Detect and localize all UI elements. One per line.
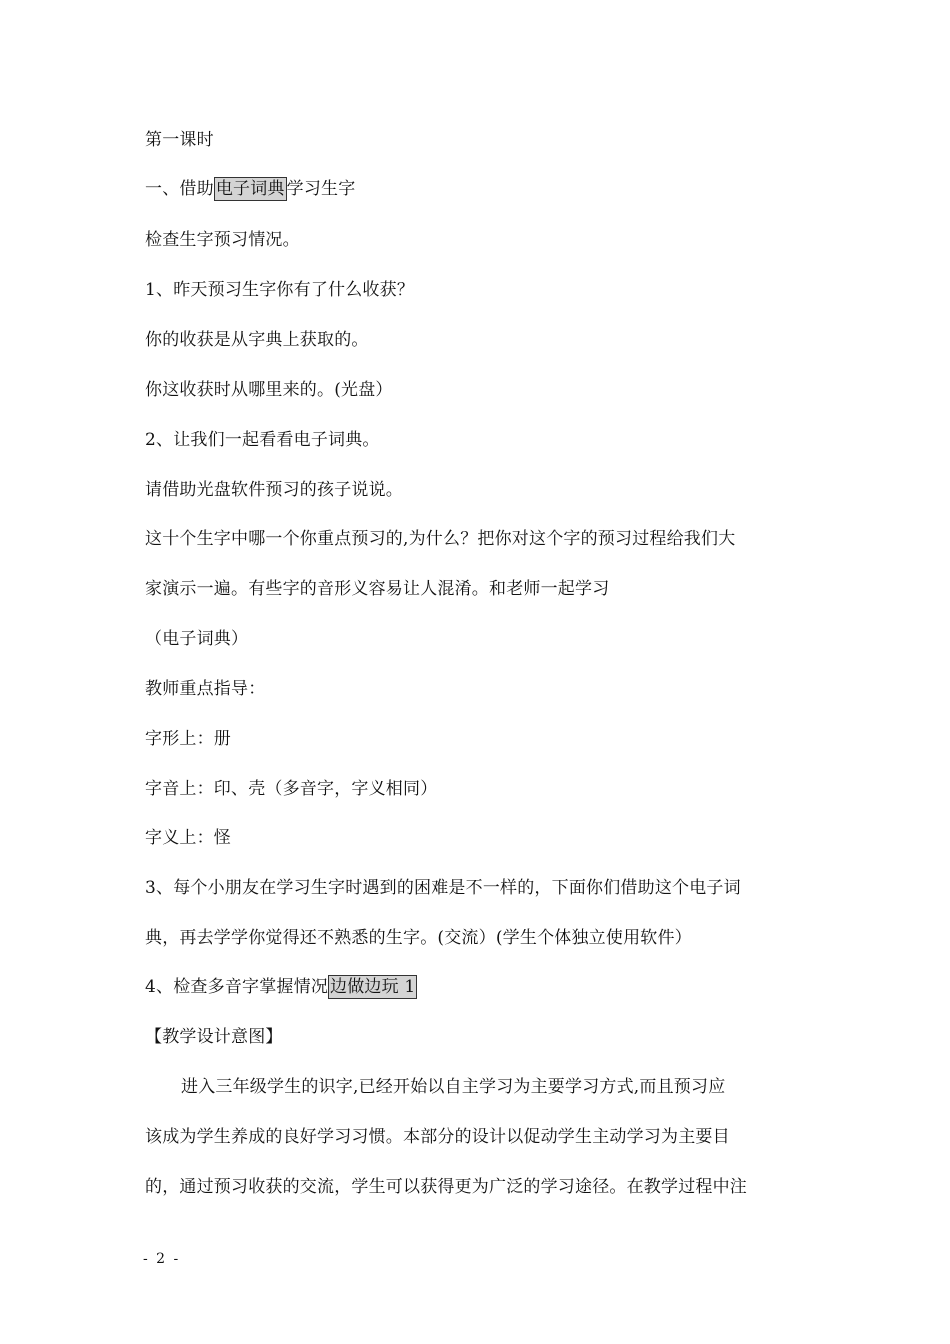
paragraph-line (145, 975, 820, 999)
paragraph-line: 3、每个小朋友在学习生字时遇到的困难是不一样的，下面你们借助这个电子词 (145, 878, 741, 898)
e-dictionary-field[interactable]: 电子词典 (215, 179, 285, 199)
paragraph-line: 进入三年级学生的识字,已经开始以自主学习为主要学习方式,而且预习应 (181, 1077, 726, 1097)
paragraph-line: 字音上：印、壳（多音字，字义相同） (145, 779, 438, 799)
lesson-heading: 第一课时 (145, 130, 214, 150)
paragraph-line: （电子词典） (145, 629, 249, 649)
design-intent-heading: 【教学设计意图】 (145, 1027, 283, 1047)
text-segment: 一、借助 (145, 179, 214, 199)
paragraph-line: 1、昨天预习生字你有了什么收获？ (145, 280, 415, 300)
paragraph-line: 2、让我们一起看看电子词典。 (145, 430, 380, 450)
paragraph-line: 这十个生字中哪一个你重点预习的,为什么？把你对这个字的预习过程给我们大 (145, 529, 736, 549)
play-while-doing-field[interactable]: 边做边玩 1 (330, 977, 416, 997)
paragraph-line: 的，通过预习收获的交流，学生可以获得更为广泛的学习途径。在教学过程中注 (145, 1177, 747, 1197)
paragraph-line: 教师重点指导： (145, 679, 266, 699)
paragraph-line: 该成为学生养成的良好学习习惯。本部分的设计以促动学生主动学习为主要目 (145, 1127, 730, 1147)
page-number: - 2 - (143, 1251, 181, 1267)
text-segment: 学习生字 (286, 179, 356, 199)
paragraph-line: 你的收获是从字典上获取的。 (145, 330, 369, 350)
paragraph-line: 字义上：怪 (145, 828, 231, 848)
paragraph-line: 家演示一遍。有些字的音形义容易让人混淆。和老师一起学习 (145, 579, 610, 599)
paragraph-line: 请借助光盘软件预习的孩子说说。 (145, 480, 403, 500)
paragraph-line: 典，再去学学你觉得还不熟悉的生字。(交流）(学生个体独立使用软件） (145, 928, 692, 948)
paragraph-line: 你这收获时从哪里来的。(光盘） (145, 380, 393, 400)
paragraph-line: 字形上：册 (145, 729, 231, 749)
text-segment: 4、检查多音字掌握情况 (145, 977, 329, 997)
paragraph-line: 检查生字预习情况。 (145, 230, 300, 250)
section-one-heading (145, 177, 820, 201)
